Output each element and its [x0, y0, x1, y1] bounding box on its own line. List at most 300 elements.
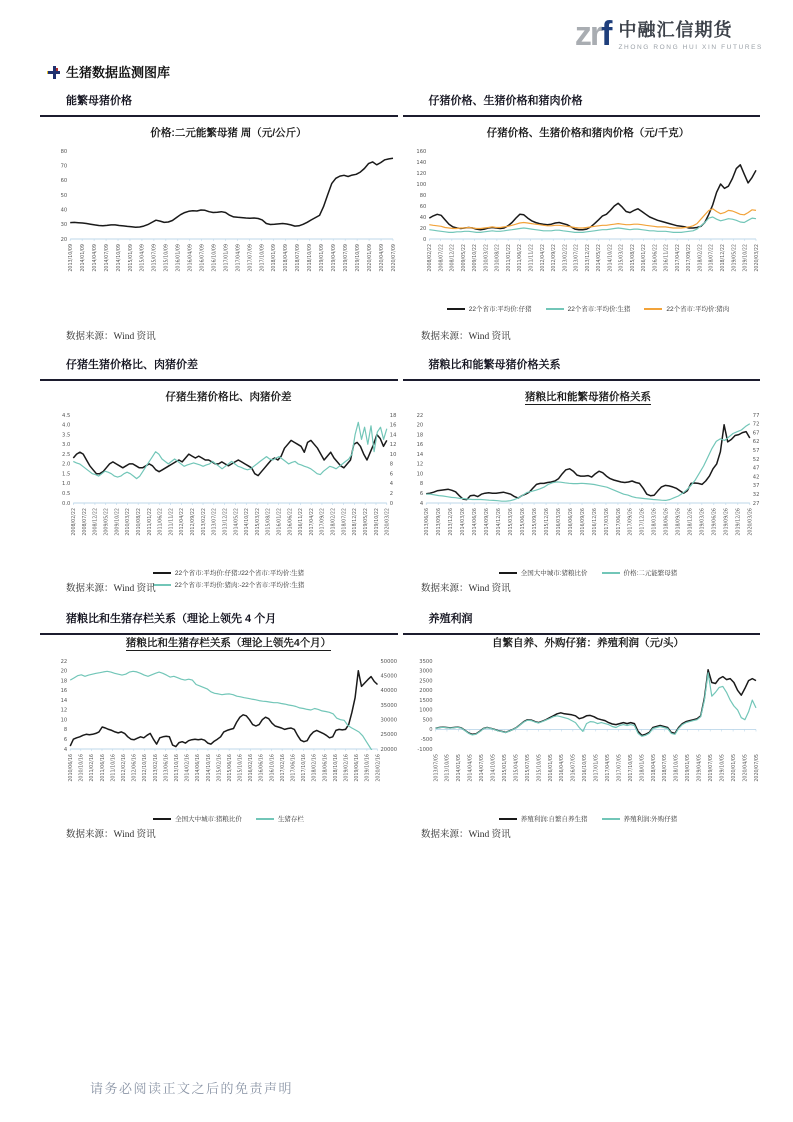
- svg-text:2013/12/26: 2013/12/26: [448, 508, 454, 536]
- svg-text:2019/05/22: 2019/05/22: [732, 244, 738, 272]
- legend-item: 全国大中城市:猪粮比价: [153, 814, 242, 823]
- svg-text:8: 8: [419, 481, 424, 488]
- svg-text:2011/06/22: 2011/06/22: [518, 244, 524, 272]
- svg-text:40: 40: [419, 214, 427, 221]
- svg-text:2016/01/09: 2016/01/09: [176, 244, 182, 272]
- svg-text:77: 77: [752, 412, 760, 419]
- svg-text:2017/04/05: 2017/04/05: [605, 754, 611, 782]
- chart-title: 自繁自养、外购仔猪：养殖利润（元/头）: [492, 637, 684, 649]
- svg-text:2014/05/22: 2014/05/22: [234, 508, 240, 536]
- svg-text:2: 2: [389, 491, 394, 498]
- line-chart-svg: [56, 143, 401, 303]
- svg-text:2016/03/26: 2016/03/26: [556, 508, 562, 536]
- svg-text:2015/09/26: 2015/09/26: [532, 508, 538, 536]
- chart-title: 猪粮比和生猪存栏关系（理论上领先4个月）: [125, 637, 332, 649]
- svg-text:4: 4: [419, 500, 424, 507]
- svg-text:2013/10/16: 2013/10/16: [174, 754, 180, 782]
- svg-text:2019/04/05: 2019/04/05: [697, 754, 703, 782]
- svg-text:2019/05/22: 2019/05/22: [363, 508, 369, 536]
- svg-text:2017/10/05: 2017/10/05: [628, 754, 634, 782]
- svg-text:2018/10/09: 2018/10/09: [308, 244, 314, 272]
- svg-text:14: 14: [389, 432, 397, 439]
- svg-text:2019/10/16: 2019/10/16: [365, 754, 371, 782]
- svg-text:2019/04/09: 2019/04/09: [332, 244, 338, 272]
- svg-text:2019/06/16: 2019/06/16: [355, 754, 361, 782]
- svg-text:30: 30: [60, 222, 68, 229]
- svg-text:2015/08/22: 2015/08/22: [630, 244, 636, 272]
- svg-text:2009/05/22: 2009/05/22: [104, 508, 110, 536]
- svg-text:2014/10/05: 2014/10/05: [491, 754, 497, 782]
- svg-text:2019/12/26: 2019/12/26: [736, 508, 742, 536]
- svg-text:4: 4: [63, 746, 68, 753]
- svg-text:2015/01/09: 2015/01/09: [128, 244, 134, 272]
- svg-text:2010/03/22: 2010/03/22: [484, 244, 490, 272]
- legend-swatch: [644, 308, 662, 310]
- svg-text:2016/06/26: 2016/06/26: [568, 508, 574, 536]
- svg-text:2017/04/09: 2017/04/09: [236, 244, 242, 272]
- svg-text:2008/02/22: 2008/02/22: [72, 508, 78, 536]
- svg-text:3.5: 3.5: [62, 432, 71, 439]
- svg-text:2016/09/26: 2016/09/26: [580, 508, 586, 536]
- svg-text:2017/03/26: 2017/03/26: [604, 508, 610, 536]
- svg-text:2013/09/26: 2013/09/26: [436, 508, 442, 536]
- legend-item: 价格:二元能繁母猪: [602, 568, 678, 577]
- chart-title: 猪粮比和能繁母猪价格关系: [525, 391, 651, 403]
- svg-text:2014/01/09: 2014/01/09: [80, 244, 86, 272]
- svg-text:2016/07/09: 2016/07/09: [200, 244, 206, 272]
- svg-text:52: 52: [752, 456, 760, 463]
- svg-text:2012/09/22: 2012/09/22: [191, 508, 197, 536]
- chart-legend: [56, 814, 401, 823]
- svg-text:1.5: 1.5: [62, 471, 71, 478]
- svg-text:2018/02/16: 2018/02/16: [312, 754, 318, 782]
- svg-text:2020/03/22: 2020/03/22: [754, 244, 760, 272]
- svg-text:2018/07/09: 2018/07/09: [296, 244, 302, 272]
- svg-text:2018/01/05: 2018/01/05: [640, 754, 646, 782]
- svg-text:2016/06/22: 2016/06/22: [653, 244, 659, 272]
- svg-text:2012/02/16: 2012/02/16: [121, 754, 127, 782]
- svg-text:2016/06/22: 2016/06/22: [288, 508, 294, 536]
- svg-text:2017/07/09: 2017/07/09: [248, 244, 254, 272]
- svg-text:2020/02/16: 2020/02/16: [376, 754, 382, 782]
- svg-text:2009/10/22: 2009/10/22: [473, 244, 479, 272]
- legend-item: 养殖利润:外购仔猪: [602, 814, 678, 823]
- svg-text:2008/02/22: 2008/02/22: [428, 244, 434, 272]
- source-note: 数据来源：Wind 资讯: [421, 584, 511, 594]
- svg-text:2011/01/22: 2011/01/22: [506, 244, 512, 272]
- svg-text:2013/12/22: 2013/12/22: [223, 508, 229, 536]
- svg-text:2019/01/09: 2019/01/09: [320, 244, 326, 272]
- svg-text:2017/09/26: 2017/09/26: [628, 508, 634, 536]
- svg-text:30000: 30000: [380, 717, 398, 724]
- svg-text:2015/10/16: 2015/10/16: [238, 754, 244, 782]
- svg-text:0.0: 0.0: [62, 500, 71, 507]
- source-note: 数据来源：Wind 资讯: [421, 830, 511, 840]
- svg-text:18: 18: [389, 412, 397, 419]
- chart-title: 仔猪生猪价格比、肉猪价差: [165, 391, 292, 403]
- legend-swatch: [256, 818, 274, 820]
- svg-text:2011/10/16: 2011/10/16: [111, 754, 117, 782]
- svg-text:80: 80: [60, 148, 68, 155]
- svg-text:47: 47: [752, 465, 760, 472]
- svg-text:2020/04/09: 2020/04/09: [379, 244, 385, 272]
- svg-text:45000: 45000: [380, 673, 398, 680]
- svg-text:2011/11/22: 2011/11/22: [529, 244, 535, 272]
- svg-text:12: 12: [416, 461, 424, 468]
- svg-text:2013/12/22: 2013/12/22: [585, 244, 591, 272]
- line-chart-svg: [412, 143, 764, 303]
- svg-text:10: 10: [60, 717, 68, 724]
- svg-text:2020/07/05: 2020/07/05: [754, 754, 760, 782]
- svg-text:2012/09/22: 2012/09/22: [552, 244, 558, 272]
- svg-text:2014/02/16: 2014/02/16: [185, 754, 191, 782]
- svg-text:4.0: 4.0: [62, 422, 71, 429]
- svg-text:2013/06/26: 2013/06/26: [425, 508, 430, 536]
- legend-swatch: [602, 572, 620, 574]
- svg-text:6: 6: [63, 737, 68, 744]
- svg-text:2013/02/22: 2013/02/22: [201, 508, 207, 536]
- svg-text:2010/03/22: 2010/03/22: [126, 508, 132, 536]
- svg-text:2017/01/05: 2017/01/05: [594, 754, 600, 782]
- svg-text:14: 14: [60, 697, 68, 704]
- svg-text:2009/10/22: 2009/10/22: [115, 508, 121, 536]
- svg-text:80: 80: [419, 192, 427, 199]
- svg-text:2011/02/16: 2011/02/16: [90, 754, 96, 782]
- svg-text:2009/05/22: 2009/05/22: [461, 244, 467, 272]
- svg-text:2019/01/05: 2019/01/05: [686, 754, 692, 782]
- source-note: 数据来源：Wind 资讯: [66, 332, 156, 342]
- svg-text:2016/01/22: 2016/01/22: [277, 508, 283, 536]
- svg-text:2017/02/16: 2017/02/16: [280, 754, 286, 782]
- svg-text:2015/04/09: 2015/04/09: [140, 244, 146, 272]
- svg-text:2010/06/16: 2010/06/16: [69, 754, 74, 782]
- chart-title: 价格:二元能繁母猪 周（元/公斤）: [150, 127, 307, 139]
- svg-text:2019/10/22: 2019/10/22: [374, 508, 380, 536]
- svg-text:40000: 40000: [380, 688, 398, 695]
- svg-text:2020/01/09: 2020/01/09: [367, 244, 373, 272]
- svg-text:2017/07/05: 2017/07/05: [617, 754, 623, 782]
- svg-text:35000: 35000: [380, 702, 398, 709]
- section-heading-row: [40, 356, 760, 381]
- svg-text:2014/04/09: 2014/04/09: [92, 244, 98, 272]
- logo-name-cn: 中融汇信期货: [618, 20, 733, 40]
- svg-text:2.5: 2.5: [62, 451, 71, 458]
- section-heading-hog-grain-sow: 猪粮比和能繁母猪价格关系: [403, 356, 761, 381]
- svg-text:40: 40: [60, 207, 68, 214]
- svg-text:2020/01/05: 2020/01/05: [731, 754, 737, 782]
- svg-text:20: 20: [60, 236, 68, 243]
- legend-item: 生猪存栏: [256, 814, 304, 823]
- svg-text:20: 20: [416, 422, 424, 429]
- chart-block-hog-grain-inventory: [56, 636, 401, 823]
- svg-text:2013/10/09: 2013/10/09: [69, 244, 74, 272]
- chart-title: 仔猪价格、生猪价格和猪肉价格（元/千克）: [486, 127, 690, 139]
- svg-text:2020/03/22: 2020/03/22: [385, 508, 391, 536]
- source-note: 数据来源：Wind 资讯: [421, 332, 511, 342]
- svg-text:70: 70: [60, 163, 68, 170]
- svg-text:2010/08/22: 2010/08/22: [495, 244, 501, 272]
- svg-text:8: 8: [389, 461, 394, 468]
- svg-text:62: 62: [752, 439, 760, 446]
- svg-text:2018/07/22: 2018/07/22: [709, 244, 715, 272]
- svg-text:2016/04/05: 2016/04/05: [560, 754, 566, 782]
- svg-text:2019/07/05: 2019/07/05: [709, 754, 715, 782]
- svg-text:2008/12/22: 2008/12/22: [93, 508, 99, 536]
- legend-swatch: [546, 308, 564, 310]
- svg-text:2018/12/26: 2018/12/26: [688, 508, 694, 536]
- svg-text:2015/06/16: 2015/06/16: [227, 754, 233, 782]
- svg-text:2012/06/16: 2012/06/16: [132, 754, 138, 782]
- svg-text:2013/02/22: 2013/02/22: [563, 244, 569, 272]
- svg-text:2014/05/22: 2014/05/22: [597, 244, 603, 272]
- section-heading-hog-grain-inventory: 猪粮比和生猪存栏关系（理论上领先 4 个月: [40, 610, 398, 635]
- svg-text:2018/03/26: 2018/03/26: [652, 508, 658, 536]
- svg-text:2016/02/16: 2016/02/16: [249, 754, 255, 782]
- svg-text:2018/06/16: 2018/06/16: [323, 754, 329, 782]
- svg-text:14: 14: [416, 451, 424, 458]
- svg-text:16: 16: [389, 422, 397, 429]
- svg-text:2013/07/22: 2013/07/22: [574, 244, 580, 272]
- svg-text:2014/09/26: 2014/09/26: [484, 508, 490, 536]
- svg-text:2000: 2000: [419, 688, 433, 695]
- chart-block-breeding-profit: [412, 636, 764, 823]
- svg-text:120: 120: [416, 170, 427, 177]
- chart-block-hog-grain-sow: [412, 390, 764, 577]
- svg-text:2018/12/22: 2018/12/22: [353, 508, 359, 536]
- svg-text:2015/06/26: 2015/06/26: [520, 508, 526, 536]
- svg-text:4.5: 4.5: [62, 412, 71, 419]
- svg-text:2017/01/09: 2017/01/09: [224, 244, 230, 272]
- svg-text:2016/12/26: 2016/12/26: [592, 508, 598, 536]
- svg-text:8: 8: [63, 727, 68, 734]
- svg-text:22: 22: [416, 412, 424, 419]
- svg-text:2014/10/22: 2014/10/22: [245, 508, 251, 536]
- svg-text:67: 67: [752, 430, 760, 437]
- svg-text:2018/07/05: 2018/07/05: [663, 754, 669, 782]
- svg-text:-500: -500: [420, 737, 433, 744]
- chart-block-sow-price: [56, 126, 401, 304]
- svg-text:2015/10/05: 2015/10/05: [537, 754, 543, 782]
- svg-text:-1000: -1000: [417, 746, 433, 753]
- svg-text:2014/01/05: 2014/01/05: [457, 754, 463, 782]
- svg-text:2015/12/26: 2015/12/26: [544, 508, 550, 536]
- footer-disclaimer: 请务必阅读正文之后的免责声明: [90, 1081, 294, 1096]
- svg-text:140: 140: [416, 159, 427, 166]
- page-title: 生猪数据监测图库: [66, 65, 171, 80]
- svg-text:2014/07/09: 2014/07/09: [104, 244, 110, 272]
- svg-text:100: 100: [416, 181, 427, 188]
- chart-legend: [412, 814, 764, 823]
- svg-text:2013/06/16: 2013/06/16: [164, 754, 170, 782]
- svg-text:2019/03/26: 2019/03/26: [700, 508, 706, 536]
- svg-text:2018/10/05: 2018/10/05: [674, 754, 680, 782]
- svg-text:2017/09/22: 2017/09/22: [687, 244, 693, 272]
- svg-text:6: 6: [419, 491, 424, 498]
- legend-swatch: [153, 818, 171, 820]
- svg-text:2013/07/22: 2013/07/22: [212, 508, 218, 536]
- legend-item: 全国大中城市:猪粮比价: [499, 568, 588, 577]
- svg-text:37: 37: [752, 483, 760, 490]
- chart-block-ratio-spread: [56, 390, 401, 589]
- svg-text:2016/07/05: 2016/07/05: [571, 754, 577, 782]
- svg-text:2015/01/05: 2015/01/05: [502, 754, 508, 782]
- line-chart-svg: [56, 653, 401, 813]
- svg-text:2018/02/22: 2018/02/22: [331, 508, 337, 536]
- svg-text:2011/11/22: 2011/11/22: [169, 508, 175, 536]
- legend-swatch: [602, 818, 620, 820]
- legend-swatch: [499, 818, 517, 820]
- svg-text:2016/10/16: 2016/10/16: [270, 754, 276, 782]
- svg-text:2015/02/16: 2015/02/16: [217, 754, 223, 782]
- svg-text:2016/11/22: 2016/11/22: [299, 508, 305, 536]
- legend-item: 养殖利润:自繁自养生猪: [499, 814, 588, 823]
- line-chart-svg: [412, 653, 764, 813]
- svg-text:10: 10: [416, 471, 424, 478]
- svg-text:12: 12: [60, 707, 68, 714]
- svg-text:2016/10/05: 2016/10/05: [583, 754, 589, 782]
- svg-text:2014/03/26: 2014/03/26: [460, 508, 466, 536]
- svg-text:0: 0: [429, 727, 433, 734]
- svg-text:2014/10/16: 2014/10/16: [206, 754, 212, 782]
- section-heading-row: [40, 92, 760, 117]
- svg-text:2017/04/22: 2017/04/22: [675, 244, 681, 272]
- svg-text:25000: 25000: [380, 732, 398, 739]
- line-chart-svg: [412, 407, 764, 567]
- svg-text:18: 18: [416, 432, 424, 439]
- legend-item: 22个省市:平均价:猪肉: [644, 304, 729, 313]
- svg-text:2017/04/22: 2017/04/22: [309, 508, 315, 536]
- svg-text:50000: 50000: [380, 658, 398, 665]
- svg-text:2018/01/09: 2018/01/09: [272, 244, 278, 272]
- svg-text:2016/06/16: 2016/06/16: [259, 754, 265, 782]
- svg-text:60: 60: [60, 178, 68, 185]
- svg-text:2020/03/26: 2020/03/26: [748, 508, 754, 536]
- svg-text:2500: 2500: [419, 678, 433, 685]
- svg-text:2014/06/16: 2014/06/16: [196, 754, 202, 782]
- svg-text:20: 20: [419, 225, 427, 232]
- svg-text:2008/07/22: 2008/07/22: [439, 244, 445, 272]
- svg-text:27: 27: [752, 500, 760, 507]
- svg-text:2014/06/26: 2014/06/26: [472, 508, 478, 536]
- svg-text:3500: 3500: [419, 658, 433, 665]
- svg-text:18: 18: [60, 678, 68, 685]
- svg-text:2015/07/05: 2015/07/05: [525, 754, 531, 782]
- legend-item: 22个省市:平均价:猪肉:-22个省市:平均价:生猪: [153, 580, 305, 589]
- svg-text:2018/07/22: 2018/07/22: [342, 508, 348, 536]
- svg-text:12: 12: [389, 442, 397, 449]
- source-note: 数据来源：Wind 资讯: [66, 584, 156, 594]
- svg-text:2017/10/09: 2017/10/09: [260, 244, 266, 272]
- legend-swatch: [499, 572, 517, 574]
- svg-text:32: 32: [752, 492, 760, 498]
- svg-text:2016/10/09: 2016/10/09: [212, 244, 218, 272]
- svg-text:72: 72: [752, 421, 760, 428]
- svg-text:0: 0: [422, 236, 427, 243]
- svg-text:60: 60: [419, 203, 427, 210]
- svg-text:1.0: 1.0: [62, 481, 71, 488]
- svg-text:2012/04/22: 2012/04/22: [180, 508, 186, 536]
- source-note: 数据来源：Wind 资讯: [66, 830, 156, 840]
- svg-text:2011/06/22: 2011/06/22: [158, 508, 164, 536]
- section-heading-sow-price: 能繁母猪价格: [40, 92, 398, 117]
- svg-text:1500: 1500: [419, 697, 433, 704]
- svg-text:2018/04/09: 2018/04/09: [284, 244, 290, 272]
- svg-text:3.0: 3.0: [62, 442, 71, 449]
- svg-text:2015/07/09: 2015/07/09: [152, 244, 158, 272]
- svg-text:2013/10/05: 2013/10/05: [445, 754, 451, 782]
- logo-mark: zrf: [574, 14, 611, 53]
- chart-legend: [412, 304, 764, 313]
- svg-text:2011/06/16: 2011/06/16: [100, 754, 106, 782]
- svg-text:2020/07/09: 2020/07/09: [391, 244, 397, 272]
- svg-text:57: 57: [752, 448, 760, 454]
- svg-text:2019/09/26: 2019/09/26: [724, 508, 730, 536]
- chart-legend: [412, 568, 764, 577]
- section-heading-row: [40, 610, 760, 635]
- svg-text:2016/01/05: 2016/01/05: [548, 754, 554, 782]
- svg-text:2014/07/05: 2014/07/05: [480, 754, 486, 782]
- svg-text:20: 20: [60, 668, 68, 675]
- title-bullet-icon: [47, 66, 60, 79]
- svg-text:160: 160: [416, 148, 427, 155]
- legend-swatch: [153, 572, 171, 574]
- svg-text:2019/10/05: 2019/10/05: [720, 754, 726, 782]
- svg-text:2015/04/05: 2015/04/05: [514, 754, 520, 782]
- svg-text:2012/04/22: 2012/04/22: [540, 244, 546, 272]
- svg-text:2017/06/26: 2017/06/26: [616, 508, 622, 536]
- legend-item: 22个省市:平均价:仔猪: [447, 304, 532, 313]
- svg-text:2015/03/22: 2015/03/22: [619, 244, 625, 272]
- svg-text:0.5: 0.5: [62, 491, 71, 498]
- svg-text:2015/03/22: 2015/03/22: [255, 508, 261, 536]
- svg-text:2014/12/26: 2014/12/26: [496, 508, 502, 536]
- svg-text:2017/06/16: 2017/06/16: [291, 754, 297, 782]
- svg-text:2012/10/16: 2012/10/16: [143, 754, 149, 782]
- svg-text:16: 16: [60, 688, 68, 695]
- svg-text:2014/04/05: 2014/04/05: [468, 754, 474, 782]
- svg-text:6: 6: [389, 471, 394, 478]
- svg-text:2019/06/26: 2019/06/26: [712, 508, 718, 536]
- svg-text:2010/08/22: 2010/08/22: [136, 508, 142, 536]
- svg-text:1000: 1000: [419, 707, 433, 714]
- svg-text:2016/01/22: 2016/01/22: [642, 244, 648, 272]
- svg-text:2018/02/22: 2018/02/22: [698, 244, 704, 272]
- legend-item: 22个省市:平均价:仔猪:/22个省市:平均价:生猪: [153, 568, 304, 577]
- svg-text:2017/09/22: 2017/09/22: [320, 508, 326, 536]
- svg-text:50: 50: [60, 192, 68, 199]
- svg-text:2018/04/05: 2018/04/05: [651, 754, 657, 782]
- legend-swatch: [447, 308, 465, 310]
- logo-name-en: ZHONG RONG HUI XIN FUTURES: [618, 44, 763, 51]
- svg-text:2013/02/16: 2013/02/16: [153, 754, 159, 782]
- svg-text:2015/08/22: 2015/08/22: [266, 508, 272, 536]
- svg-text:42: 42: [752, 474, 760, 481]
- svg-text:22: 22: [60, 658, 68, 665]
- svg-text:2.0: 2.0: [62, 461, 71, 468]
- svg-text:2016/11/22: 2016/11/22: [664, 243, 670, 272]
- svg-text:2014/10/09: 2014/10/09: [116, 244, 122, 272]
- legend-item: 22个省市:平均价:生猪: [546, 304, 631, 313]
- svg-text:2019/02/16: 2019/02/16: [344, 754, 350, 782]
- svg-text:2019/07/09: 2019/07/09: [343, 244, 349, 272]
- section-heading-profit: 养殖利润: [403, 610, 761, 635]
- svg-text:2019/10/22: 2019/10/22: [743, 244, 749, 272]
- line-chart-svg: [56, 407, 401, 567]
- svg-text:2015/10/09: 2015/10/09: [164, 244, 170, 272]
- svg-text:0: 0: [389, 500, 394, 507]
- svg-text:2016/04/09: 2016/04/09: [188, 244, 194, 272]
- svg-text:2011/01/22: 2011/01/22: [147, 508, 153, 536]
